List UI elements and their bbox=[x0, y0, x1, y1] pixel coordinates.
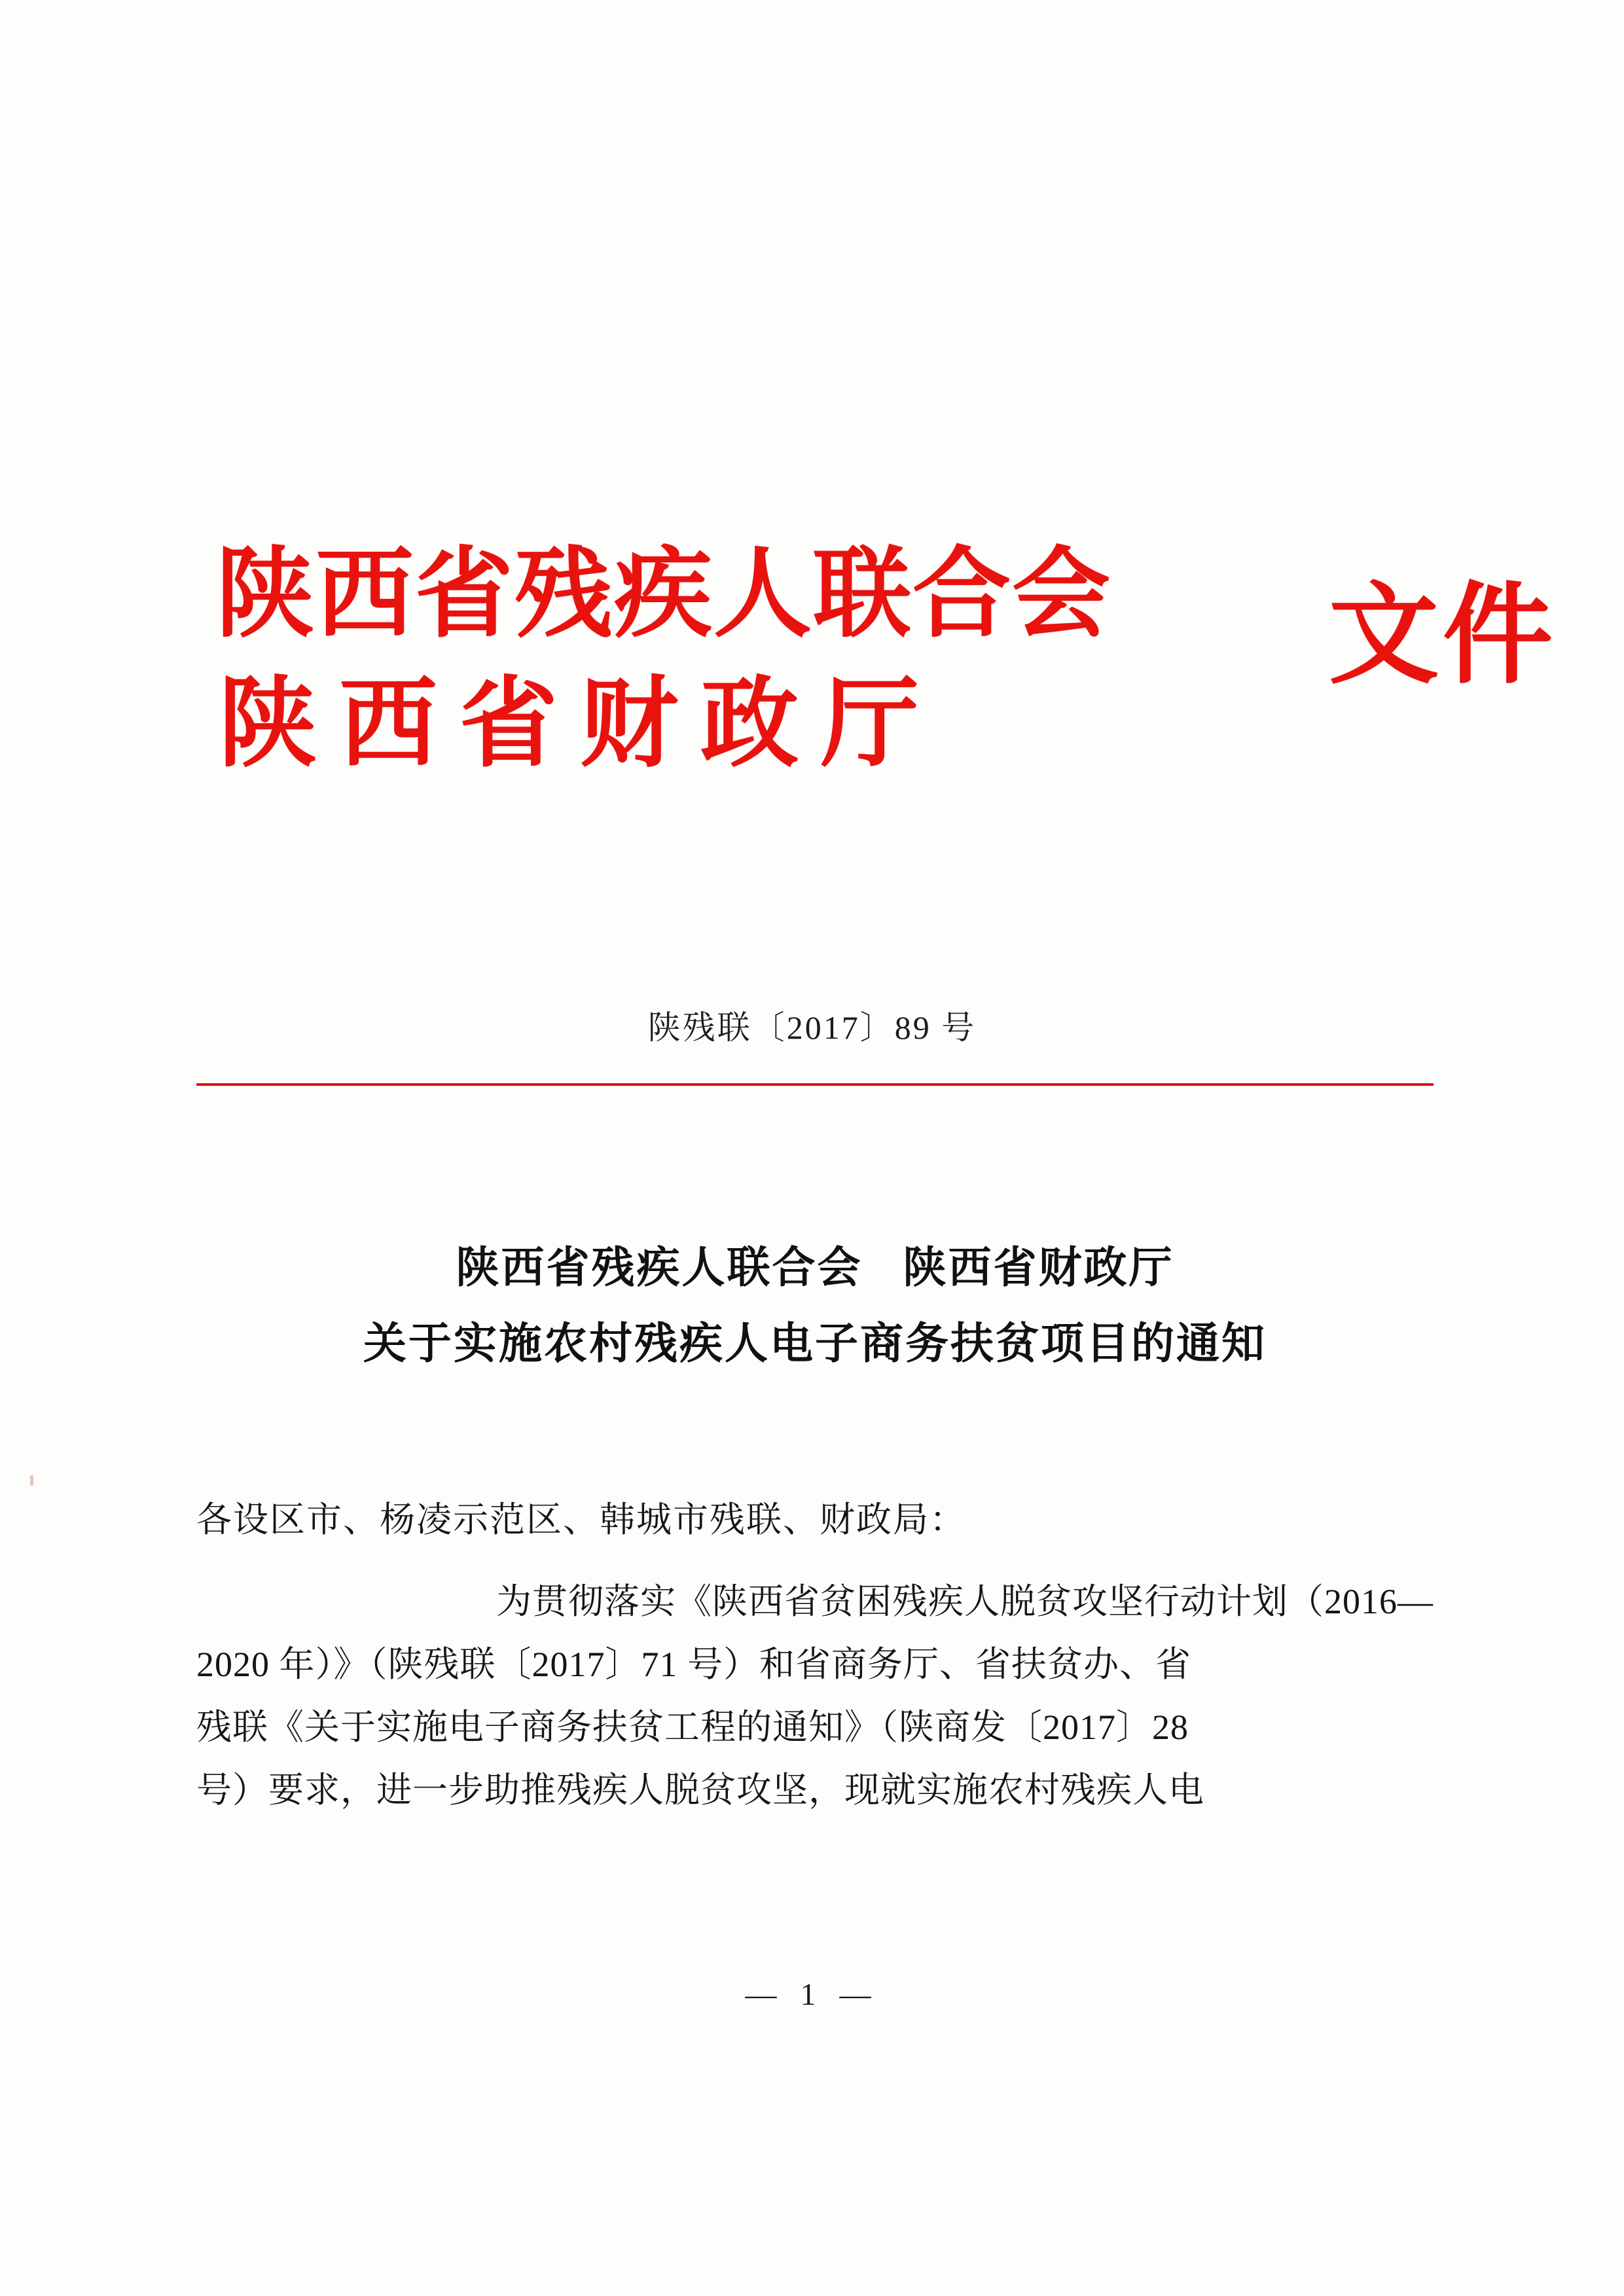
page-number: — 1 — bbox=[745, 1977, 879, 2012]
letterhead bbox=[196, 530, 1557, 818]
title-issuer-1: 陕西省残疾人联合会 bbox=[456, 1244, 863, 1292]
title-line-2: 关于实施农村残疾人电子商务扶贫项目的通知 bbox=[363, 1319, 1267, 1368]
document-body bbox=[196, 1499, 1434, 1821]
document-title bbox=[196, 1230, 1434, 1382]
red-divider-rule bbox=[196, 1083, 1434, 1086]
paragraph-line bbox=[196, 1759, 1434, 1821]
paragraph-line bbox=[196, 1570, 1434, 1633]
letterhead-line-2: 陕西省财政厅 bbox=[219, 670, 942, 779]
paragraph-line bbox=[196, 1696, 1434, 1759]
paragraph-line-text: 号）要求，进一步助推残疾人脱贫攻坚，现就实施农村残疾人电 bbox=[196, 1770, 1204, 1810]
paragraph-line-text: 残联《关于实施电子商务扶贫工程的通知》（陕商发〔2017〕28 bbox=[196, 1708, 1189, 1748]
salutation: 各设区市、杨凌示范区、韩城市残联、财政局： bbox=[196, 1500, 966, 1539]
title-issuer-2: 陕西省财政厅 bbox=[903, 1244, 1174, 1292]
body-paragraph bbox=[196, 1570, 1434, 1821]
letterhead-document-word: 文件 bbox=[1329, 575, 1557, 697]
letterhead-issuer-lines bbox=[216, 530, 1152, 789]
title-line-1 bbox=[196, 1230, 1434, 1306]
paragraph-indent bbox=[196, 1570, 270, 1633]
paragraph-line bbox=[196, 1633, 1434, 1696]
paragraph-line-text: 2020 年）》（陕残联〔2017〕71 号）和省商务厅、省扶贫办、省 bbox=[196, 1644, 1191, 1684]
scan-speck bbox=[30, 1475, 33, 1486]
paragraph-line-text: 为贯彻落实《陕西省贫困残疾人脱贫攻坚行动计划（2016— bbox=[496, 1581, 1434, 1621]
document-number: 陕残联〔2017〕89 号 bbox=[647, 1009, 977, 1046]
letterhead-line-1: 陕西省残疾人联合会 bbox=[216, 541, 1112, 649]
